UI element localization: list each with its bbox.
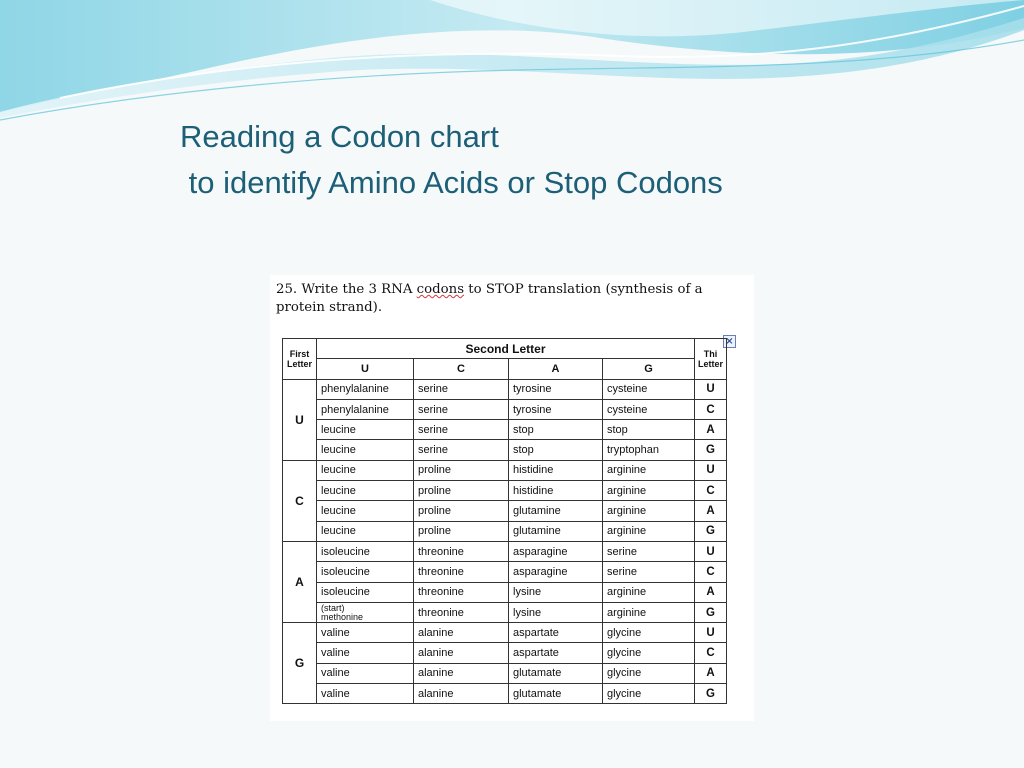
amino-acid-cell: alanine: [414, 684, 509, 704]
amino-acid-cell: glycine: [603, 663, 695, 683]
amino-acid-cell: cysteine: [603, 379, 695, 399]
third-letter-cell: G: [695, 521, 727, 541]
amino-acid-cell: histidine: [509, 460, 603, 480]
amino-acid-cell: threonine: [414, 541, 509, 561]
amino-acid-cell: tyrosine: [509, 379, 603, 399]
third-letter-cell: C: [695, 643, 727, 663]
first-letter-header: First Letter: [283, 339, 317, 380]
third-letter-cell: A: [695, 501, 727, 521]
amino-acid-cell: arginine: [603, 521, 695, 541]
amino-acid-cell: glutamate: [509, 684, 603, 704]
first-letter-cell: G: [283, 623, 317, 704]
amino-acid-cell: threonine: [414, 582, 509, 602]
table-row: [283, 399, 727, 419]
first-letter-cell: A: [283, 541, 317, 622]
amino-acid-cell: valine: [317, 684, 414, 704]
amino-acid-cell: arginine: [603, 501, 695, 521]
third-letter-header: Thi Letter: [695, 339, 727, 380]
close-icon[interactable]: ×: [723, 335, 736, 348]
question-underlined-word: codons: [416, 282, 465, 297]
amino-acid-cell: serine: [414, 420, 509, 440]
amino-acid-cell: leucine: [317, 481, 414, 501]
header-row: [283, 339, 727, 359]
first-letter-cell: C: [283, 460, 317, 541]
amino-acid-cell: leucine: [317, 460, 414, 480]
slide-title: [180, 114, 723, 206]
codon-chart-image: [270, 275, 754, 721]
first-letter-cell: U: [283, 379, 317, 460]
amino-acid-cell: threonine: [414, 562, 509, 582]
amino-acid-cell: glutamine: [509, 501, 603, 521]
amino-acid-cell: isoleucine: [317, 541, 414, 561]
amino-acid-cell: leucine: [317, 440, 414, 460]
third-letter-cell: U: [695, 460, 727, 480]
amino-acid-cell: lysine: [509, 582, 603, 602]
start-label: (start): [321, 602, 345, 613]
amino-acid-cell: aspartate: [509, 623, 603, 643]
amino-acid-cell: arginine: [603, 582, 695, 602]
amino-acid-cell: glycine: [603, 623, 695, 643]
amino-acid-cell: arginine: [603, 460, 695, 480]
amino-acid-cell: proline: [414, 481, 509, 501]
third-letter-cell: C: [695, 399, 727, 419]
third-letter-cell: C: [695, 481, 727, 501]
column-header: U: [317, 359, 414, 379]
third-letter-cell: U: [695, 379, 727, 399]
codon-table: [282, 338, 727, 704]
amino-acid-cell: glycine: [603, 684, 695, 704]
question-text-before: . Write the 3 RNA: [292, 282, 417, 297]
amino-acid-cell: glycine: [603, 643, 695, 663]
amino-acid-cell: serine: [414, 440, 509, 460]
amino-acid-cell: stop: [603, 420, 695, 440]
amino-acid-cell: threonine: [414, 602, 509, 622]
amino-acid-cell: histidine: [509, 481, 603, 501]
amino-acid-cell: alanine: [414, 623, 509, 643]
third-letter-cell: U: [695, 623, 727, 643]
amino-acid-cell: cysteine: [603, 399, 695, 419]
codon-table-body: [283, 339, 727, 704]
amino-acid-cell: alanine: [414, 663, 509, 683]
column-header-row: [283, 359, 727, 379]
amino-acid-cell: leucine: [317, 501, 414, 521]
amino-acid-cell: arginine: [603, 481, 695, 501]
amino-acid-cell: [317, 602, 414, 622]
third-letter-cell: U: [695, 541, 727, 561]
table-row: [283, 623, 727, 643]
amino-acid-cell: leucine: [317, 521, 414, 541]
table-row: [283, 481, 727, 501]
third-letter-cell: G: [695, 602, 727, 622]
column-header: G: [603, 359, 695, 379]
amino-acid-cell: stop: [509, 420, 603, 440]
title-line-2: to identify Amino Acids or Stop Codons: [180, 165, 723, 200]
third-letter-cell: C: [695, 562, 727, 582]
amino-acid-cell: serine: [603, 562, 695, 582]
amino-acid-cell: valine: [317, 663, 414, 683]
amino-acid-cell: leucine: [317, 420, 414, 440]
table-row: [283, 420, 727, 440]
amino-acid-cell: aspartate: [509, 643, 603, 663]
table-row: [283, 643, 727, 663]
table-row: [283, 379, 727, 399]
amino-acid-cell: serine: [603, 541, 695, 561]
amino-acid-cell: asparagine: [509, 562, 603, 582]
amino-acid-cell: lysine: [509, 602, 603, 622]
amino-acid-cell: isoleucine: [317, 562, 414, 582]
question-text-after: to STOP translation (synthesis of a protein strand).: [276, 282, 703, 315]
amino-acid-cell: phenylalanine: [317, 399, 414, 419]
amino-acid-cell: glutamine: [509, 521, 603, 541]
table-row: [283, 541, 727, 561]
column-header: A: [509, 359, 603, 379]
table-row: [283, 440, 727, 460]
third-letter-cell: G: [695, 440, 727, 460]
start-amino-acid: methonine: [321, 611, 364, 622]
amino-acid-cell: serine: [414, 399, 509, 419]
amino-acid-cell: proline: [414, 521, 509, 541]
amino-acid-cell: proline: [414, 501, 509, 521]
title-line-1: Reading a Codon chart: [180, 119, 499, 154]
third-letter-cell: G: [695, 684, 727, 704]
amino-acid-cell: phenylalanine: [317, 379, 414, 399]
column-header: C: [414, 359, 509, 379]
table-row: [283, 684, 727, 704]
table-row: [283, 663, 727, 683]
table-row: [283, 521, 727, 541]
amino-acid-cell: asparagine: [509, 541, 603, 561]
second-letter-header: Second Letter: [317, 339, 695, 359]
wave-header-decoration: [0, 0, 1024, 130]
table-row: [283, 582, 727, 602]
worksheet-question: [276, 281, 746, 317]
question-number: 25: [276, 282, 293, 297]
table-row: [283, 602, 727, 622]
amino-acid-cell: tryptophan: [603, 440, 695, 460]
amino-acid-cell: glutamate: [509, 663, 603, 683]
amino-acid-cell: valine: [317, 623, 414, 643]
amino-acid-cell: proline: [414, 460, 509, 480]
amino-acid-cell: arginine: [603, 602, 695, 622]
amino-acid-cell: isoleucine: [317, 582, 414, 602]
third-letter-cell: A: [695, 582, 727, 602]
third-letter-cell: A: [695, 663, 727, 683]
table-row: [283, 460, 727, 480]
amino-acid-cell: tyrosine: [509, 399, 603, 419]
amino-acid-cell: serine: [414, 379, 509, 399]
table-row: [283, 562, 727, 582]
table-row: [283, 501, 727, 521]
amino-acid-cell: stop: [509, 440, 603, 460]
amino-acid-cell: valine: [317, 643, 414, 663]
third-letter-cell: A: [695, 420, 727, 440]
amino-acid-cell: alanine: [414, 643, 509, 663]
